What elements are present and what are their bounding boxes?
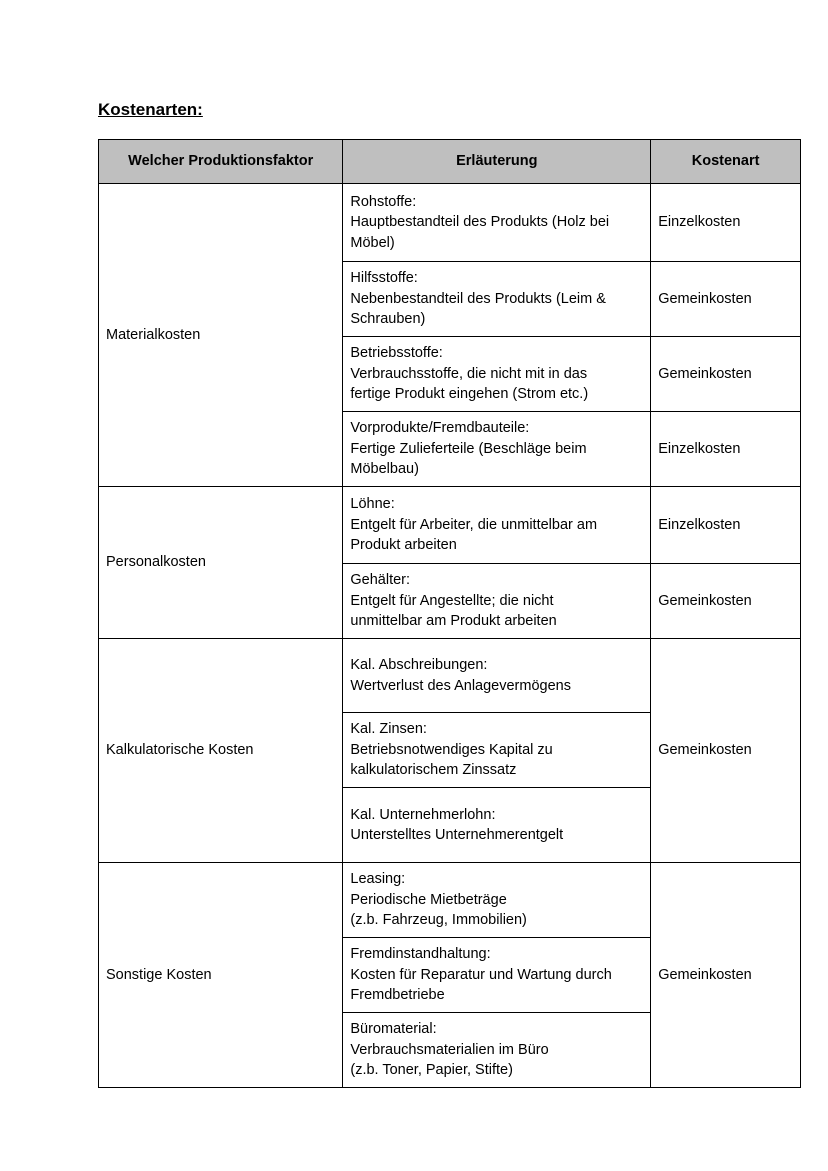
item-text: Hauptbestandteil des Produkts (Holz bei [350,214,610,231]
item-heading: Fremdinstandhaltung: [350,946,491,963]
item-text: kalkulatorischem Zinssatz [350,762,517,779]
item-heading: Gehälter: [350,572,411,589]
kostenart-cell: Gemeinkosten [651,262,801,337]
item-text: Fremdbetriebe [350,987,445,1004]
item-heading: Leasing: [350,871,406,888]
item-text: Nebenbestandteil des Produkts (Leim & [350,290,606,307]
item-text: unmittelbar am Produkt arbeiten [350,613,557,630]
erlaeuterung-cell [343,863,651,938]
item-text: Schrauben) [350,311,426,328]
erlaeuterung-cell [343,788,651,863]
erlaeuterung-cell [343,337,651,412]
item-text: Entgelt für Angestellte; die nicht [350,592,554,609]
erlaeuterung-cell [343,412,651,487]
erlaeuterung-cell [343,639,651,713]
item-text: (z.b. Fahrzeug, Immobilien) [350,912,527,929]
erlaeuterung-cell [343,938,651,1013]
kostenart-cell: Einzelkosten [651,184,801,262]
item-heading: Kal. Zinsen: [350,721,427,738]
item-text: Möbel) [350,234,395,251]
item-text: Möbelbau) [350,461,419,478]
kostenart-cell: Einzelkosten [651,487,801,564]
table-row [99,184,801,262]
item-heading: Löhne: [350,496,395,513]
item-heading: Hilfsstoffe: [350,270,418,287]
kostenart-cell: Einzelkosten [651,412,801,487]
erlaeuterung-cell [343,262,651,337]
item-heading: Vorprodukte/Fremdbauteile: [350,420,530,437]
item-text: Unterstelltes Unternehmerentgelt [350,827,564,843]
faktor-kalkulatorische-kosten: Kalkulatorische Kosten [99,639,343,863]
item-heading: Rohstoffe: [350,193,417,210]
item-text: Periodische Mietbeträge [350,891,507,908]
faktor-sonstige-kosten: Sonstige Kosten [99,863,343,1088]
erlaeuterung-cell [343,564,651,639]
item-heading: Kal. Unternehmerlohn: [350,806,496,823]
item-text: Entgelt für Arbeiter, die unmittelbar am [350,516,598,533]
item-text: Betriebsnotwendiges Kapital zu [350,741,553,758]
item-heading: Kal. Abschreibungen: [350,657,488,673]
faktor-materialkosten: Materialkosten [99,184,343,487]
item-text: (z.b. Toner, Papier, Stifte) [350,1062,513,1079]
item-text: Verbrauchsmaterialien im Büro [350,1041,549,1058]
item-heading: Büromaterial: [350,1021,437,1038]
table-header-row [99,140,801,184]
faktor-personalkosten: Personalkosten [99,487,343,639]
erlaeuterung-cell [343,184,651,262]
kostenart-cell: Gemeinkosten [651,337,801,412]
item-text: fertige Produkt eingehen (Strom etc.) [350,386,589,403]
cost-types-table [98,139,801,1088]
item-text: Produkt arbeiten [350,537,457,554]
table-row [99,487,801,564]
erlaeuterung-cell [343,1013,651,1088]
item-text: Kosten für Reparatur und Wartung durch [350,966,612,983]
kostenart-cell: Gemeinkosten [651,639,801,863]
item-text: Verbrauchsstoffe, die nicht mit in das [350,365,588,382]
header-erlaeuterung: Erläuterung [343,140,651,184]
header-kostenart: Kostenart [651,140,801,184]
item-text: Wertverlust des Anlagevermögens [350,677,571,694]
kostenart-cell: Gemeinkosten [651,564,801,639]
header-faktor: Welcher Produktionsfaktor [99,140,343,184]
page-title: Kostenarten: [98,100,203,119]
table-row [99,639,801,713]
kostenart-cell: Gemeinkosten [651,863,801,1088]
table-row [99,863,801,938]
item-heading: Betriebsstoffe: [350,345,443,362]
erlaeuterung-cell [343,713,651,788]
item-text: Fertige Zulieferteile (Beschläge beim [350,440,587,457]
erlaeuterung-cell [343,487,651,564]
